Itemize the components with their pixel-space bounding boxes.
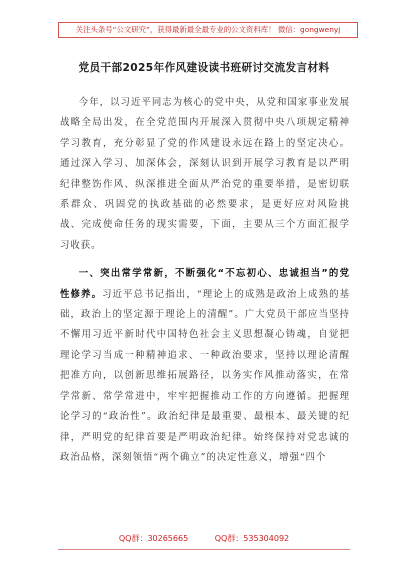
document-title: 党员干部2025年作风建设读书班研讨交流发言材料 — [78, 62, 330, 74]
section-heading: 一、突出常学常新，不断强化“不忘初心、忠诚担当”的党性修养。 — [60, 268, 350, 300]
document-body — [60, 93, 350, 468]
section-body: 习近平总书记指出，“理论上的成熟是政治上成熟的基础，政治上的坚定源于理论上的清醒”。广大党员干部应当坚持不懈用习近平新时代中国特色社会主义思想凝心铸魂，自觉把理论学习当成一种精神追求、一种政治要求，坚持以理论清醒把准方向，以创新思维拓展路径，以务实作风推动落实，在常学常新、常学常进中，牢牢把握推动工作的方向遵循。把握理论学习的“政治性”。政治纪律是最重要、最根本、最关键的纪律，严明党的纪律首要是严明政治纪律。始终保持对党忠诚的政治品格，深刻领悟“两个确立”的决定性意义，增强“四个 — [60, 288, 350, 463]
section-paragraph — [60, 264, 350, 468]
intro-paragraph: 今年，以习近平同志为核心的党中央，从党和国家事业发展战略全局出发，在全党范围内开展深入贯彻中央八项规定精神学习教育，充分彰显了党的作风建设永远在路上的坚定决心。通过深入学习、加深体会，深刻认识到开展学习教育是以严明纪律整饬作风、纵深推进全面从严治党的重要举措，是密切联系群众、巩固党的执政基础的必然要求，是更好应对风险挑战、完成使命任务的现实需要，下面，主要从三个方面汇报学习收获。 — [60, 97, 350, 251]
footer-qq-group-1: QQ群：30265665 — [118, 534, 189, 543]
footer — [0, 533, 408, 544]
footer-qq-group-2: QQ群：535304092 — [214, 534, 290, 543]
footer-divider — [58, 549, 350, 550]
header-banner: 关注头条号“公文研究”，获得最新最全最专业的公文资料库！ 微信：gongwenyj — [58, 22, 358, 38]
